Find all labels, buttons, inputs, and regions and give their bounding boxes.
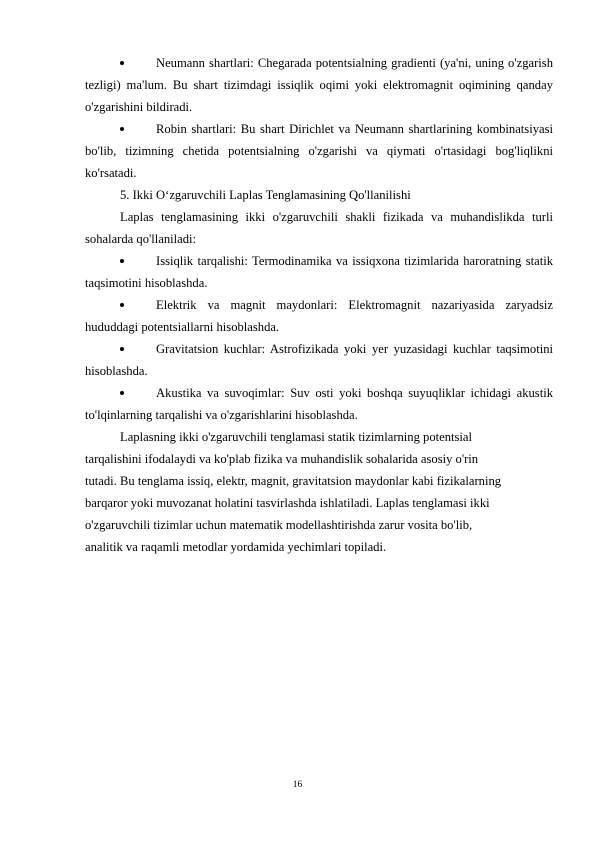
list-item-text: Neumann shartlari: Chegarada potentsialning gradienti (ya'ni, uning o'zgarish tezligi) ma'lum. Bu shart tizimdagi issiqlik oqimi yoki elektromagnit oqimining qanday o'zgarishini bildiradi. xyxy=(85,56,553,114)
list-item-gravitation xyxy=(85,338,553,382)
list-item-text: Issiqlik tarqalishi: Termodinamika va issiqxona tizimlarida haroratning statik taqsimotini hisoblashda. xyxy=(85,254,553,290)
list-item-acoustics xyxy=(85,382,553,426)
list-item-text: Gravitatsion kuchlar: Astrofizikada yoki yer yuzasidagi kuchlar taqsimotini hisoblashda. xyxy=(85,342,553,378)
list-item-heat xyxy=(85,250,553,294)
page-number: 16 xyxy=(292,780,303,790)
section-heading: 5. Ikki O‘zgaruvchili Laplas Tenglamasining Qo'llanilishi xyxy=(120,188,411,202)
bullet-icon xyxy=(120,259,124,263)
bullet-icon xyxy=(120,303,124,307)
list-item-text: Elektrik va magnit maydonlari: Elektromagnit nazariyasida zaryadsiz hududdagi potentsiallarni hisoblashda. xyxy=(85,298,553,334)
conclusion-line: barqaror yoki muvozanat holatini tasvirlashda ishlatiladi. Laplas tenglamasi ikki xyxy=(85,496,490,510)
conclusion-line: tarqalishini ifodalaydi va ko'plab fizika va muhandislik sohalarida asosiy o'rin xyxy=(85,452,479,466)
conclusion-line: analitik va raqamli metodlar yordamida yechimlari topiladi. xyxy=(85,540,387,554)
conclusion-line: o'zgaruvchili tizimlar uchun matematik modellashtirishda zarur vosita bo'lib, xyxy=(85,518,473,532)
page-content xyxy=(85,52,553,558)
bullet-icon xyxy=(120,127,124,131)
list-item-robin xyxy=(85,118,553,184)
conclusion-paragraph xyxy=(85,426,553,558)
list-item-electromagnetic xyxy=(85,294,553,338)
bullet-icon xyxy=(120,61,124,65)
bullet-icon xyxy=(120,347,124,351)
list-item-text: Akustika va suvoqimlar: Suv osti yoki boshqa suyuqliklar ichidagi akustik to'lqinlarning tarqalishi va o'zgarishlarini hisoblashda. xyxy=(85,386,553,422)
conclusion-line: Laplasning ikki o'zgaruvchili tenglamasi statik tizimlarning potentsial xyxy=(120,430,473,444)
list-item-text: Robin shartlari: Bu shart Dirichlet va Neumann shartlarining kombinatsiyasi bo'lib, tizimning chetida potentsialning o'zgarishi va qiymati o'rtasidagi bog'liqlikni ko'rsatadi. xyxy=(85,122,553,180)
conclusion-line: tutadi. Bu tenglama issiq, elektr, magnit, gravitatsion maydonlar kabi fizikalarning xyxy=(85,474,502,488)
intro-paragraph: Laplas tenglamasining ikki o'zgaruvchili shakli fizikada va muhandislikda turli sohalarda qo'llaniladi: xyxy=(85,210,553,246)
bullet-icon xyxy=(120,391,124,395)
list-item-neumann xyxy=(85,52,553,118)
